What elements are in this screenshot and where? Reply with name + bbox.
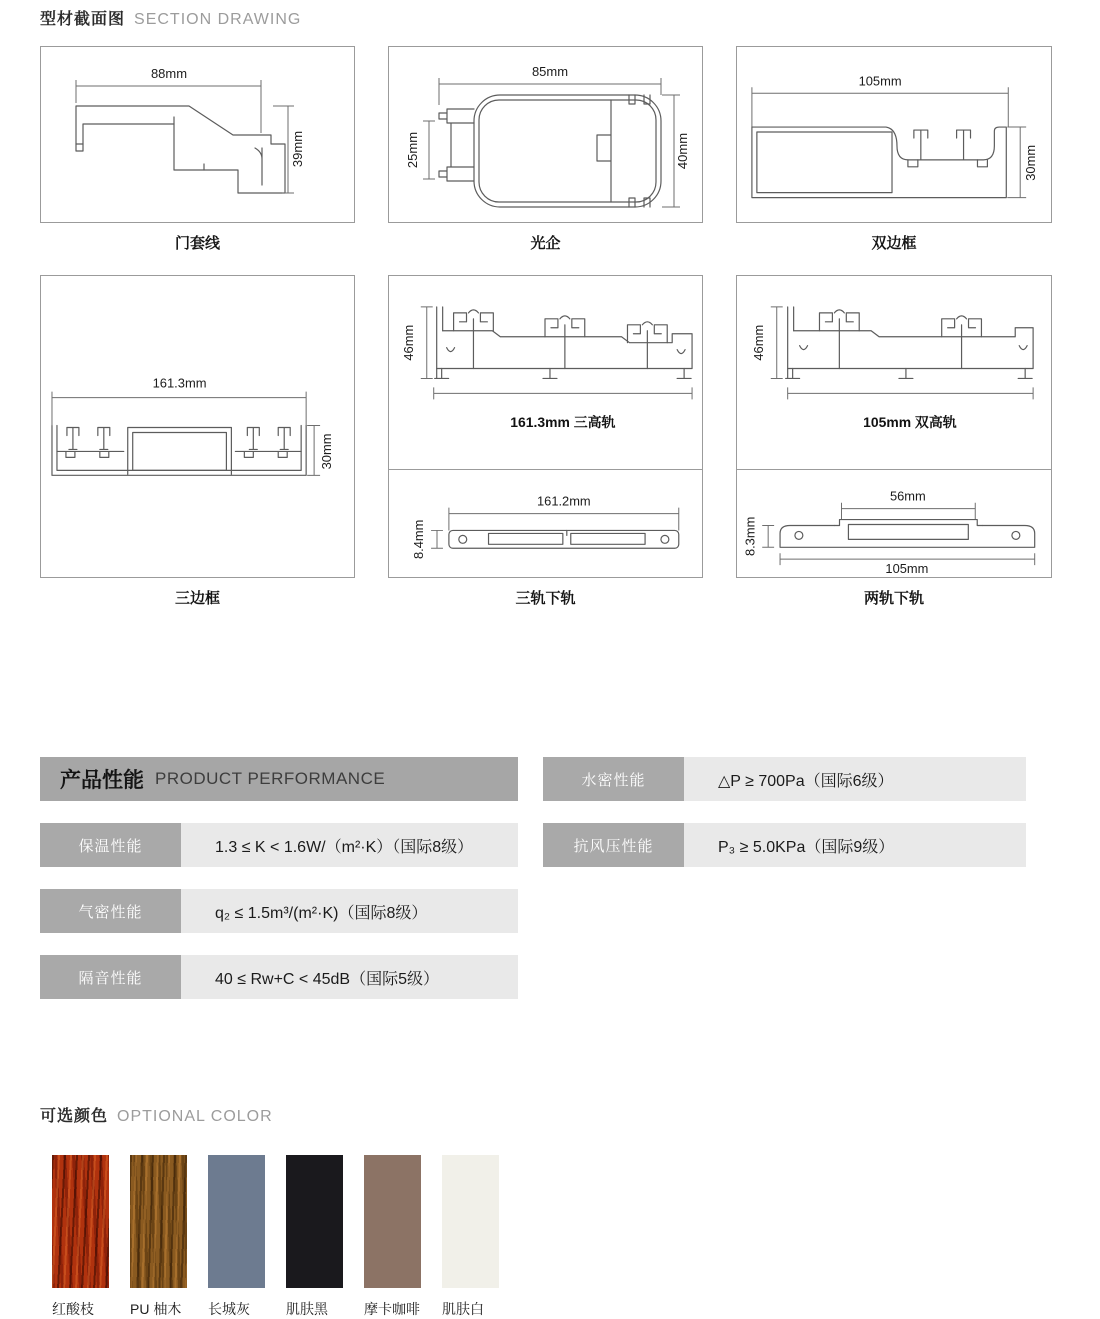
color-swatch: [286, 1155, 343, 1288]
color-swatch-label: PU 柚木: [130, 1301, 182, 1317]
drawing-cell-triple-bottom-rail: [389, 470, 702, 579]
color-option-skin-white: [442, 1155, 499, 1319]
drawing-row-2: [40, 275, 1060, 605]
perf-row-wind-resistance: [543, 823, 1026, 867]
profile-drawing-door-casing: [41, 47, 356, 224]
figure-caption: 门套线: [174, 235, 220, 252]
figure-double-rail: [736, 275, 1052, 605]
dim-label: 8.4mm: [411, 519, 427, 560]
dim-label: 8.3mm: [742, 516, 758, 557]
drawing-cell-double-bottom-rail: [737, 470, 1051, 579]
color-swatch-label: 摩卡咖啡: [364, 1301, 420, 1317]
figure-triple-rail: [388, 275, 703, 605]
figure-caption: 三轨下轨: [515, 590, 576, 607]
figure-caption: 两轨下轨: [863, 590, 924, 607]
drawing-box: [388, 275, 703, 578]
section-drawing-title-zh: 型材截面图: [40, 11, 126, 28]
perf-label: 水密性能: [543, 757, 684, 801]
dim-label: 30mm: [319, 433, 335, 470]
color-swatch-label: 肌肤白: [442, 1301, 484, 1317]
dim-label: 40mm: [675, 132, 690, 170]
perf-value: q₂ ≤ 1.5m³/(m²·K)（国际8级）: [181, 889, 518, 933]
profile-drawing-triple-high-rail: [389, 276, 702, 468]
section-drawing-title-en: SECTION DRAWING: [134, 11, 302, 28]
dim-label: 30mm: [1023, 144, 1039, 181]
dim-label: 88mm: [150, 66, 188, 81]
performance-header: [40, 757, 518, 801]
optional-color-title: [40, 1107, 1060, 1126]
figure-caption: 光企: [530, 235, 561, 252]
figure-door-casing: [40, 46, 355, 250]
color-swatch: [208, 1155, 265, 1288]
perf-row-air-tightness: [40, 889, 518, 933]
dim-caption: 105mm 双高轨: [863, 414, 957, 431]
figure-triple-side-frame: [40, 275, 355, 605]
color-option-greatwall-gray: [208, 1155, 265, 1319]
color-option-pu-teak: [130, 1155, 187, 1319]
perf-value: 40 ≤ Rw+C < 45dB（国际5级）: [181, 955, 518, 999]
drawing-row-1: [40, 46, 1060, 250]
dim-label: 105mm: [885, 561, 929, 577]
section-drawing-title: [40, 10, 1060, 29]
drawing-cell-double-high-rail: [737, 276, 1051, 470]
dim-label: 25mm: [405, 131, 420, 169]
drawing-box: [388, 46, 703, 223]
figure-astragal: [388, 46, 703, 250]
dim-label: 46mm: [750, 324, 766, 361]
dim-label: 56mm: [889, 488, 926, 504]
dim-label: 161.3mm: [152, 375, 207, 391]
figure-double-side-frame: [736, 46, 1052, 250]
figure-caption: 三边框: [174, 590, 220, 607]
profile-drawing-triple-bottom-rail: [389, 470, 702, 578]
drawing-box: [736, 275, 1052, 578]
dim-caption: 161.3mm 三高轨: [510, 414, 616, 431]
perf-label: 隔音性能: [40, 955, 181, 999]
drawing-cell-triple-high-rail: [389, 276, 702, 470]
dim-label: 105mm: [858, 73, 902, 89]
perf-value: 1.3 ≤ K < 1.6W/（m²·K）（国际8级）: [181, 823, 518, 867]
perf-label: 抗风压性能: [543, 823, 684, 867]
perf-value: P₃ ≥ 5.0KPa（国际9级）: [684, 823, 1026, 867]
color-swatch-label: 肌肤黑: [286, 1301, 328, 1317]
color-option-skin-black: [286, 1155, 343, 1319]
figure-caption: 双边框: [871, 235, 917, 252]
dim-label: 85mm: [531, 64, 569, 79]
drawing-box: [736, 46, 1052, 223]
profile-drawing-double-side-frame: [737, 47, 1051, 224]
perf-row-sound-insulation: [40, 955, 518, 999]
dim-label: 46mm: [400, 324, 416, 361]
perf-row-thermal-insulation: [40, 823, 518, 867]
performance-section: [40, 757, 1060, 999]
profile-drawing-double-high-rail: [737, 276, 1051, 468]
profile-drawing-triple-side-frame: [41, 276, 354, 577]
optional-color-title-en: OPTIONAL COLOR: [117, 1108, 273, 1125]
optional-color-title-zh: 可选颜色: [40, 1108, 109, 1125]
perf-label: 气密性能: [40, 889, 181, 933]
perf-value: △P ≥ 700Pa（国际6级）: [684, 757, 1026, 801]
color-option-hongsuanzhi: [52, 1155, 109, 1319]
profile-drawing-double-bottom-rail: [737, 470, 1051, 578]
color-swatch-label: 长城灰: [208, 1301, 250, 1317]
color-swatch: [364, 1155, 421, 1288]
profile-drawing-astragal: [389, 47, 704, 224]
perf-row-water-tightness: [543, 757, 1026, 801]
color-option-mocha-coffee: [364, 1155, 421, 1319]
dim-label: 39mm: [290, 130, 305, 168]
performance-title-zh: 产品性能: [60, 769, 144, 792]
optional-color-section: [40, 1107, 1060, 1319]
drawing-box: [40, 275, 355, 578]
perf-label: 保温性能: [40, 823, 181, 867]
performance-title-en: PRODUCT PERFORMANCE: [155, 769, 386, 788]
drawing-box: [40, 46, 355, 223]
color-swatches: [52, 1155, 1060, 1319]
dim-label: 161.2mm: [536, 493, 591, 509]
color-swatch-label: 红酸枝: [52, 1301, 94, 1317]
color-swatch: [130, 1155, 187, 1288]
color-swatch: [52, 1155, 109, 1288]
color-swatch: [442, 1155, 499, 1288]
